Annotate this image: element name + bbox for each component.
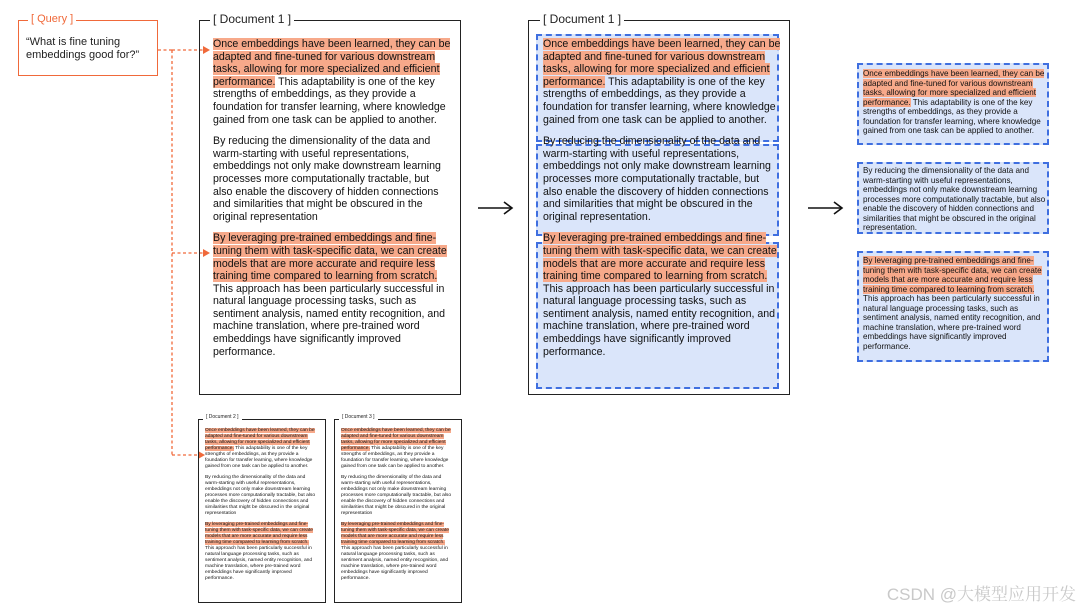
passage-1-rest: This adaptability is one of the key strengths of embeddings, as they provide a foundation for transfer learning, where knowledge gained from one task can be applied to another.: [341, 446, 449, 469]
passage-1-rest: This adaptability is one of the key strengths of embeddings, as they provide a foundation for transfer learning, where knowledge gained from one task can be applied to another.: [213, 75, 446, 126]
passage-2: [205, 475, 319, 517]
passage-3: [213, 232, 451, 358]
output-chunk-2-text: By reducing the dimensionality of the data and warm-starting with useful representations, embeddings not only make downstream learning processes more computationally tractable, but also enable the discovery of hidden connections and similarities that might be obscured in the original representation: [863, 166, 1046, 232]
passage-3: [543, 232, 781, 358]
passage-1-rest: This adaptability is one of the key strengths of embeddings, as they provide a foundation for transfer learning, where knowledge gained from one task can be applied to another.: [205, 446, 313, 469]
passage-2-text: By reducing the dimensionality of the data and warm-starting with useful representations, embeddings not only make downstream learning processes more computationally tractable, but also enable the discovery of hidden connections and similarities that might be obscured in the original representation: [205, 475, 316, 516]
passage-2-text: By reducing the dimensionality of the data and warm-starting with useful representations, embeddings not only make downstream learning processes more computationally tractable, but also enable the discovery of hidden connections and similarities that might be obscured in the original representation: [341, 475, 452, 516]
document-1-chunked-title: [ Document 1 ]: [540, 12, 624, 26]
passage-3-rest: This approach has been particularly successful in natural language processing tasks, such as sentiment analysis, named entity recognition, and machine translation, where pre-trained word embeddings have significantly improved performance.: [213, 282, 446, 358]
query-text: “What is fine tuning embeddings good for?”: [26, 36, 140, 61]
passage-2-text: By reducing the dimensionality of the data and warm-starting with useful representations, embeddings not only make downstream learning processes more computationally tractable, but also enable the discovery of hidden connections and similarities that might be obscured in the original representation: [543, 135, 771, 223]
document-3-title: [ Document 3 ]: [339, 414, 378, 421]
document-3-body: [341, 428, 455, 582]
passage-1: [341, 428, 455, 470]
output-chunk-1-rest: This adaptability is one of the key strengths of embeddings, as they provide a foundation for transfer learning, where knowledge gained from one task can be applied to another.: [863, 97, 1041, 135]
passage-3-highlight: By leveraging pre-trained embeddings and fine-tuning them with task-specific data, we can create models that are more accurate and require less training time compared to learning from scratch.: [205, 522, 313, 545]
output-chunk-3: [863, 256, 1049, 351]
passage-3-highlight: By leveraging pre-trained embeddings and fine-tuning them with task-specific data, we can create models that are more accurate and require less training time compared to learning from scratch.: [543, 232, 777, 283]
output-chunk-3-rest: This approach has been particularly successful in natural language processing tasks, such as sentiment analysis, named entity recognition, and machine translation, where pre-trained word embeddings have significantly improved performance.: [863, 294, 1041, 351]
passage-3-rest: This approach has been particularly successful in natural language processing tasks, such as sentiment analysis, named entity recognition, and machine translation, where pre-trained word embeddings have significantly improved performance.: [341, 546, 449, 581]
output-chunk-2: [863, 166, 1049, 233]
passage-2: [213, 135, 451, 223]
passage-2: [341, 475, 455, 517]
passage-2: [543, 135, 781, 223]
passage-1-highlight: Once embeddings have been learned, they can be adapted and fine-tuned for various downstream tasks, allowing for more specialized and efficient performance.: [205, 428, 315, 451]
passage-2-period: .: [647, 210, 651, 223]
passage-1-highlight: Once embeddings have been learned, they can be adapted and fine-tuned for various downstream tasks, allowing for more specialized and efficient performance.: [213, 38, 451, 88]
passage-3-rest: This approach has been particularly successful in natural language processing tasks, such as sentiment analysis, named entity recognition, and machine translation, where pre-trained word embeddings have significantly improved performance.: [543, 282, 776, 358]
watermark: CSDN @大模型应用开发: [886, 585, 1076, 604]
query-title: [ Query ]: [28, 12, 76, 26]
passage-3: [341, 522, 455, 582]
document-1-body: [213, 38, 451, 358]
passage-1-highlight: Once embeddings have been learned, they can be adapted and fine-tuned for various downstream tasks, allowing for more specialized and efficient performance.: [341, 428, 451, 451]
passage-3-rest: This approach has been particularly successful in natural language processing tasks, such as sentiment analysis, named entity recognition, and machine translation, where pre-trained word embeddings have significantly improved performance.: [205, 546, 313, 581]
passage-3-highlight: By leveraging pre-trained embeddings and fine-tuning them with task-specific data, we can create models that are more accurate and require less training time compared to learning from scratch.: [341, 522, 449, 545]
output-chunk-1-highlight: Once embeddings have been learned, they can be adapted and fine-tuned for various downstream tasks, allowing for more specialized and efficient performance.: [863, 69, 1045, 107]
passage-1-highlight: Once embeddings have been learned, they can be adapted and fine-tuned for various downstream tasks, allowing for more specialized and efficient performance.: [543, 38, 781, 88]
output-chunk-3-highlight: By leveraging pre-trained embeddings and fine-tuning them with task-specific data, we can create models that are more accurate and require less training time compared to learning from scratch.: [863, 256, 1042, 294]
passage-3: [205, 522, 319, 582]
passage-1: [205, 428, 319, 470]
document-1-chunked-body: [543, 38, 781, 358]
passage-3-highlight: By leveraging pre-trained embeddings and fine-tuning them with task-specific data, we can create models that are more accurate and require less training time compared to learning from scratch.: [213, 232, 447, 283]
document-2-body: [205, 428, 319, 582]
passage-1-rest: This adaptability is one of the key strengths of embeddings, as they provide a foundation for transfer learning, where knowledge gained from one task can be applied to another.: [543, 75, 776, 126]
passage-2-text: By reducing the dimensionality of the data and warm-starting with useful representations, embeddings not only make downstream learning processes more computationally tractable, but also enable the discovery of hidden connections and similarities that might be obscured in the original representation: [213, 135, 441, 223]
document-2-title: [ Document 2 ]: [203, 414, 242, 421]
output-chunk-2-period: .: [914, 223, 917, 232]
passage-1: [543, 38, 781, 126]
document-1-title: [ Document 1 ]: [210, 12, 294, 26]
passage-1: [213, 38, 451, 126]
output-chunk-1: [863, 69, 1049, 136]
